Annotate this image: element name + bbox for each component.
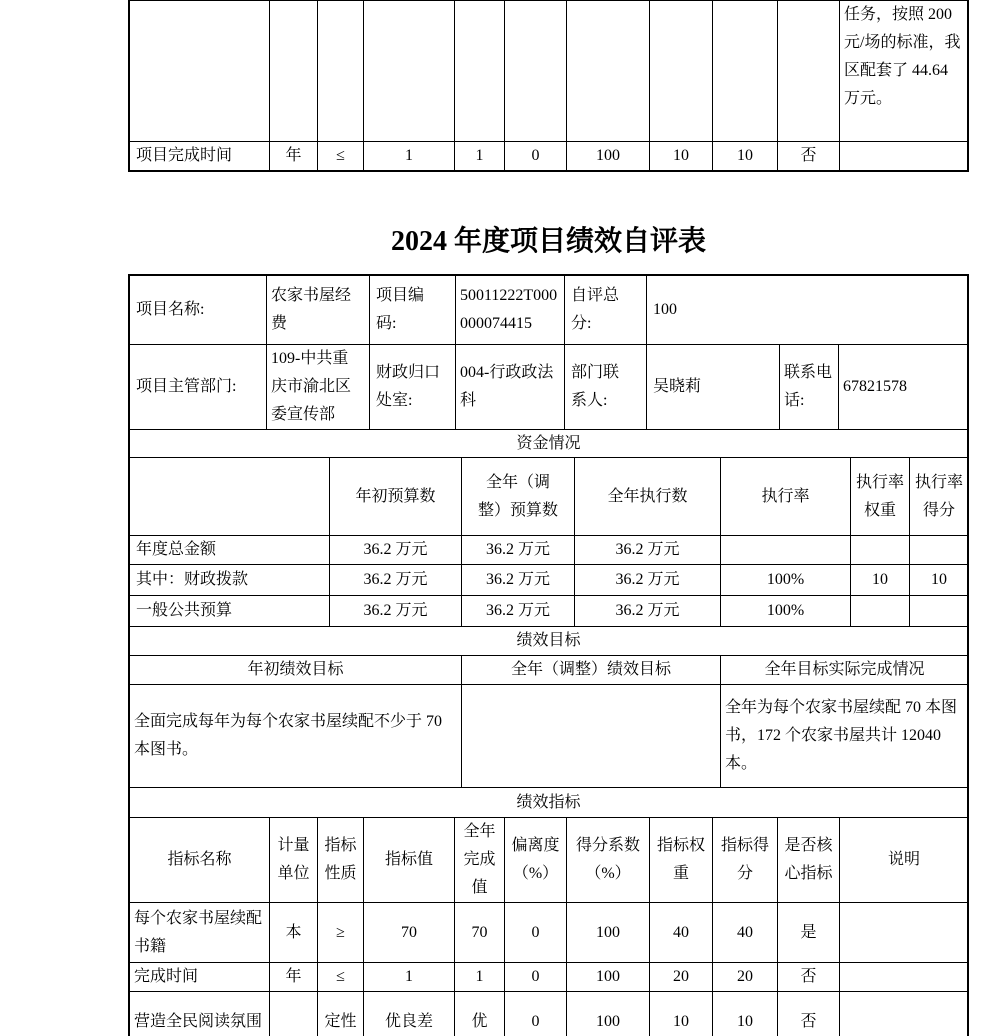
indicators-table	[129, 817, 969, 1036]
project-info-row-2	[130, 345, 969, 430]
empty-cell	[364, 1, 455, 142]
funding-header-rate-weight: 执行率权重	[851, 458, 910, 536]
carryover-note-cell: 任务，按照 200 元/场的标准，我区配套了 44.64 万元。	[840, 1, 969, 142]
core-indicator-cell: 否	[778, 963, 840, 992]
adjusted-budget-cell: 36.2 万元	[462, 536, 575, 565]
note-cell	[840, 992, 969, 1036]
initial-goal-cell: 全面完成每年为每个农家书屋续配不少于 70 本图书。	[130, 685, 462, 788]
department-value: 109-中共重庆市渝北区委宣传部	[267, 345, 370, 430]
header-deviation: 偏离度（%）	[505, 818, 567, 903]
project-code-label: 项目编码:	[370, 276, 456, 345]
nature-cell: ≤	[318, 142, 364, 171]
completed-value-cell: 优	[455, 992, 505, 1036]
indicator-name-cell: 完成时间	[130, 963, 270, 992]
empty-cell	[650, 1, 713, 142]
empty-cell	[270, 1, 318, 142]
executed-amount-cell: 36.2 万元	[575, 565, 721, 596]
funding-section-title: 资金情况	[516, 435, 581, 452]
score-cell: 10	[713, 992, 778, 1036]
actual-completion-cell: 全年为每个农家书屋续配 70 本图书，172 个农家书屋共计 12040 本。	[721, 685, 969, 788]
header-coefficient: 得分系数（%）	[567, 818, 650, 903]
score-cell: 40	[713, 903, 778, 963]
weight-cell: 10	[650, 992, 713, 1036]
header-nature: 指标性质	[318, 818, 364, 903]
executed-amount-cell: 36.2 万元	[575, 596, 721, 627]
header-target-value: 指标值	[364, 818, 455, 903]
target-value-cell: 1	[364, 963, 455, 992]
initial-budget-cell: 36.2 万元	[330, 536, 462, 565]
completed-value-cell: 70	[455, 903, 505, 963]
coefficient-cell: 100	[567, 142, 650, 171]
self-score-label: 自评总分:	[565, 276, 647, 345]
contact-value: 吴晓莉	[647, 345, 780, 430]
empty-cell	[713, 1, 778, 142]
coefficient-cell: 100	[567, 992, 650, 1036]
header-completed-value: 全年完成值	[455, 818, 505, 903]
funding-header-initial: 年初预算数	[330, 458, 462, 536]
funding-table	[129, 457, 969, 627]
project-name-label: 项目名称:	[130, 276, 267, 345]
target-value-cell: 70	[364, 903, 455, 963]
project-info-row-1	[130, 276, 969, 345]
carryover-indicator-table	[129, 0, 969, 171]
deviation-cell: 0	[505, 142, 567, 171]
note-cell	[840, 903, 969, 963]
finance-office-label: 财政归口处室:	[370, 345, 456, 430]
target-value-cell: 优良差	[364, 992, 455, 1036]
funding-row-label: 年度总金额	[130, 536, 330, 565]
adjusted-budget-cell: 36.2 万元	[462, 596, 575, 627]
finance-office-value: 004-行政政法科	[456, 345, 565, 430]
execution-rate-cell: 100%	[721, 596, 851, 627]
adjusted-goal-cell	[462, 685, 721, 788]
indicator-name-cell: 每个农家书屋续配书籍	[130, 903, 270, 963]
adjusted-budget-cell: 36.2 万元	[462, 565, 575, 596]
goals-header-row	[130, 656, 969, 685]
header-note: 说明	[840, 818, 969, 903]
self-evaluation-table	[128, 274, 969, 1036]
weight-cell: 10	[650, 142, 713, 171]
header-indicator-name: 指标名称	[130, 818, 270, 903]
empty-cell	[318, 1, 364, 142]
rate-score-cell	[910, 536, 969, 565]
score-cell: 20	[713, 963, 778, 992]
unit-cell	[270, 992, 318, 1036]
indicator-row	[130, 963, 969, 992]
nature-cell: 定性	[318, 992, 364, 1036]
funding-header-adjusted: 全年（调整）预算数	[462, 458, 575, 536]
unit-cell: 年	[270, 963, 318, 992]
project-code-value: 50011222T000000074415	[456, 276, 565, 345]
rate-weight-cell: 10	[851, 565, 910, 596]
funding-row-fiscal	[130, 565, 969, 596]
goals-header-adjusted: 全年（调整）绩效目标	[462, 656, 721, 685]
contact-label: 部门联系人:	[565, 345, 647, 430]
funding-row-total	[130, 536, 969, 565]
department-label: 项目主管部门:	[130, 345, 267, 430]
note-cell	[840, 142, 969, 171]
rate-weight-cell	[851, 536, 910, 565]
phone-value: 67821578	[839, 345, 969, 430]
empty-cell	[567, 1, 650, 142]
carryover-table	[128, 0, 969, 172]
core-indicator-cell: 否	[778, 992, 840, 1036]
project-name-value: 农家书屋经费	[267, 276, 370, 345]
funding-header-row	[130, 458, 969, 536]
header-unit: 计量单位	[270, 818, 318, 903]
core-indicator-cell: 否	[778, 142, 840, 171]
goals-table	[129, 655, 969, 788]
deviation-cell: 0	[505, 903, 567, 963]
coefficient-cell: 100	[567, 903, 650, 963]
empty-cell	[130, 1, 270, 142]
indicator-row	[130, 992, 969, 1036]
empty-cell	[778, 1, 840, 142]
core-indicator-cell: 是	[778, 903, 840, 963]
header-weight: 指标权重	[650, 818, 713, 903]
score-cell: 10	[713, 142, 778, 171]
unit-cell: 本	[270, 903, 318, 963]
funding-header-rate: 执行率	[721, 458, 851, 536]
header-score: 指标得分	[713, 818, 778, 903]
target-value-cell: 1	[364, 142, 455, 171]
weight-cell: 40	[650, 903, 713, 963]
funding-header-executed: 全年执行数	[575, 458, 721, 536]
goals-header-initial: 年初绩效目标	[130, 656, 462, 685]
rate-weight-cell	[851, 596, 910, 627]
header-core-indicator: 是否核心指标	[778, 818, 840, 903]
coefficient-cell: 100	[567, 963, 650, 992]
goals-section-title: 绩效目标	[516, 632, 581, 649]
funding-row-public-budget	[130, 596, 969, 627]
funding-row-label: 一般公共预算	[130, 596, 330, 627]
note-cell	[840, 963, 969, 992]
completed-value-cell: 1	[455, 963, 505, 992]
page-title: 2024 年度项目绩效自评表	[390, 226, 706, 257]
indicator-row	[130, 903, 969, 963]
nature-cell: ≤	[318, 963, 364, 992]
empty-cell	[455, 1, 505, 142]
document-page	[128, 0, 969, 1036]
indicator-name-cell: 项目完成时间	[130, 142, 270, 171]
initial-budget-cell: 36.2 万元	[330, 565, 462, 596]
weight-cell: 20	[650, 963, 713, 992]
indicators-section-title: 绩效指标	[516, 794, 581, 811]
execution-rate-cell	[721, 536, 851, 565]
carryover-last-row	[130, 142, 969, 171]
initial-budget-cell: 36.2 万元	[330, 596, 462, 627]
empty-cell	[505, 1, 567, 142]
execution-rate-cell: 100%	[721, 565, 851, 596]
completed-value-cell: 1	[455, 142, 505, 171]
goals-header-actual: 全年目标实际完成情况	[721, 656, 969, 685]
funding-header-empty	[130, 458, 330, 536]
phone-label: 联系电话:	[780, 345, 839, 430]
rate-score-cell: 10	[910, 565, 969, 596]
rate-score-cell	[910, 596, 969, 627]
deviation-cell: 0	[505, 963, 567, 992]
deviation-cell: 0	[505, 992, 567, 1036]
nature-cell: ≥	[318, 903, 364, 963]
indicators-header-row	[130, 818, 969, 903]
indicator-name-cell: 营造全民阅读氛围	[130, 992, 270, 1036]
goals-content-row	[130, 685, 969, 788]
funding-row-label: 其中：财政拨款	[130, 565, 330, 596]
project-info-table	[129, 275, 969, 430]
unit-cell: 年	[270, 142, 318, 171]
self-score-value: 100	[647, 276, 969, 345]
carryover-note-row	[130, 1, 969, 142]
funding-header-rate-score: 执行率得分	[910, 458, 969, 536]
executed-amount-cell: 36.2 万元	[575, 536, 721, 565]
